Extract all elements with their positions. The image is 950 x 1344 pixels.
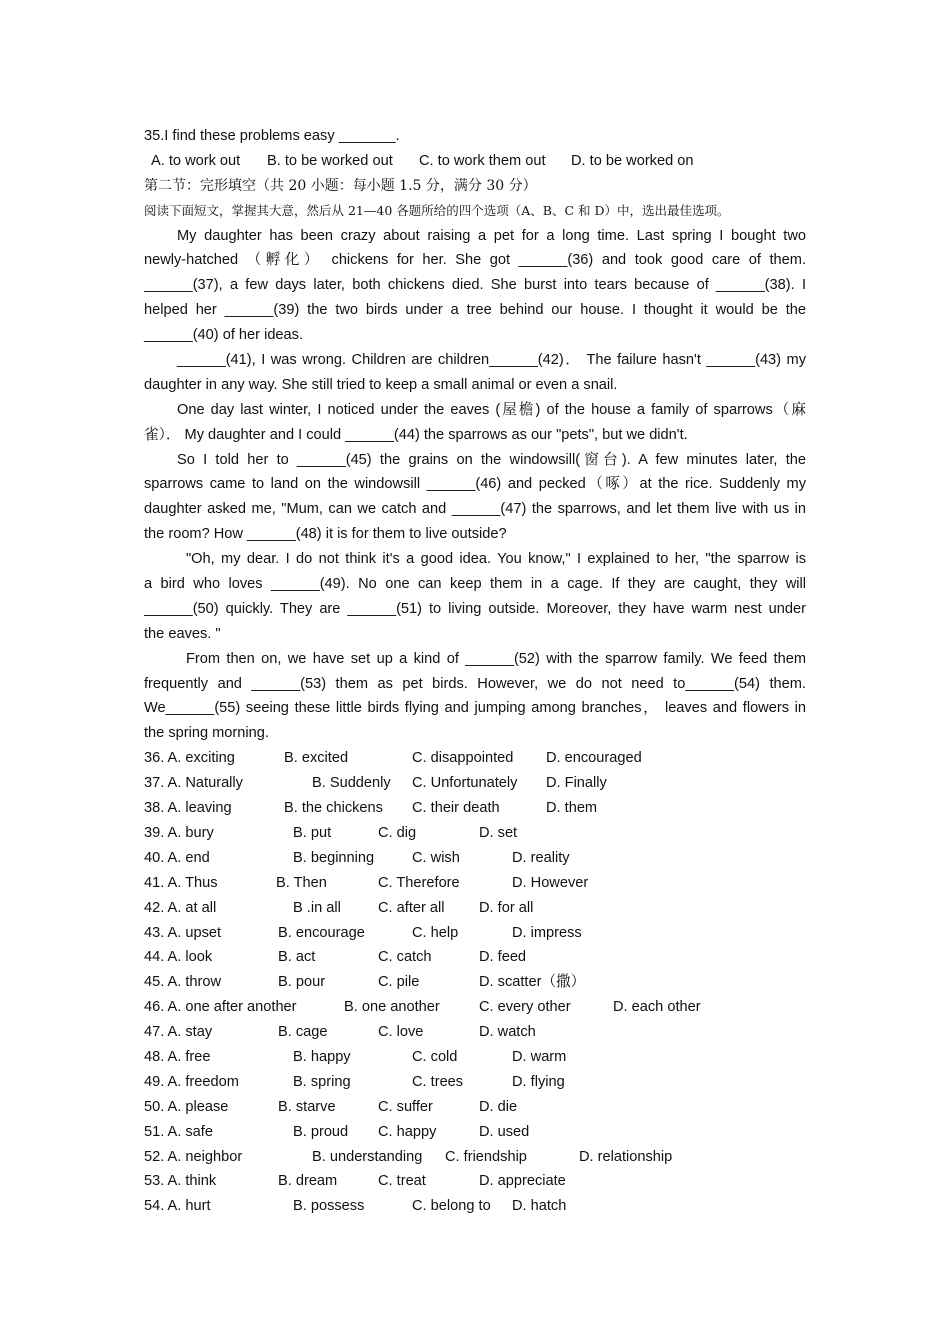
question-option-b: B. understanding (312, 1148, 423, 1165)
question-option-b: B. possess (293, 1198, 365, 1215)
question-option-a: 53. A. think (144, 1173, 217, 1190)
question-row (144, 796, 806, 821)
question-option-a: 42. A. at all (144, 899, 217, 916)
question-row (144, 771, 806, 796)
question-option-d: D. hatch (512, 1198, 567, 1215)
question-option-b: B. cage (278, 1024, 328, 1041)
question-row (144, 945, 806, 970)
question-option-a: 45. A. throw (144, 974, 222, 991)
question-option-c: C. their death (412, 800, 500, 817)
question-row (144, 1120, 806, 1145)
question-option-d: D. warm (512, 1048, 567, 1065)
question-option-d: D. flying (512, 1073, 565, 1090)
q35-option-c: C. to work them out (419, 152, 546, 169)
passage-line: frequently and ______(53) them as pet birds. However, we do not need to______(54) them. (144, 675, 806, 692)
question-option-c: C. treat (378, 1173, 426, 1190)
question-option-a: 38. A. leaving (144, 800, 232, 817)
question-option-b: B. pour (278, 974, 326, 991)
question-option-a: 50. A. please (144, 1098, 229, 1115)
question-option-b: B. happy (293, 1048, 351, 1065)
q35-stem: 35.I find these problems easy _______. (144, 128, 400, 144)
passage-line: a bird who loves ______(49). No one can keep them in a cage. If they are caught, they will (144, 576, 806, 593)
question-row (144, 746, 806, 771)
question-row (144, 1020, 806, 1045)
exam-page (144, 124, 806, 1219)
question-option-d: D. impress (512, 924, 582, 941)
section-title: 第二节：完形填空（共 20 小题：每小题 1.5 分，满分 30 分） (144, 177, 537, 194)
question-row (144, 1169, 806, 1194)
question-option-a: 48. A. free (144, 1048, 211, 1065)
question-row (144, 970, 806, 995)
question-option-a: 49. A. freedom (144, 1073, 239, 1090)
passage-line: ______(40) of her ideas. (144, 327, 304, 344)
question-option-a: 41. A. Thus (144, 874, 218, 891)
passage-line: We______(55) seeing these little birds flying and jumping among branches， leaves and flowers in (144, 700, 806, 717)
question-row (144, 896, 806, 921)
question-option-c: C. help (412, 924, 459, 941)
question-row (144, 1095, 806, 1120)
q35-options (144, 149, 806, 174)
passage-line: daughter asked me, "Mum, can we catch and ______(47) the sparrows, and let them live with us in (144, 501, 806, 518)
question-option-d: D. die (479, 1098, 518, 1115)
question-option-d: D. for all (479, 899, 534, 916)
question-option-c: C. belong to (412, 1198, 491, 1215)
q35-option-b: B. to be worked out (267, 152, 393, 169)
question-option-c: C. after all (378, 899, 445, 916)
question-option-a: 37. A. Naturally (144, 775, 243, 792)
question-row (144, 846, 806, 871)
question-option-a: 36. A. exciting (144, 750, 235, 767)
question-option-b: B. beginning (293, 849, 375, 866)
question-list (144, 746, 806, 1219)
question-option-c: C. trees (412, 1073, 464, 1090)
question-row (144, 1145, 806, 1170)
question-option-d: D. set (479, 824, 518, 841)
question-option-b: B. proud (293, 1123, 349, 1140)
question-option-a: 52. A. neighbor (144, 1148, 243, 1165)
passage-line: ______(50) quickly. They are ______(51) to living outside. Moreover, they have warm nest under (144, 600, 806, 617)
question-option-a: 51. A. safe (144, 1123, 213, 1140)
passage-line: From then on, we have set up a kind of ______(52) with the sparrow family. We feed them (186, 650, 806, 667)
question-option-d: D. encouraged (546, 750, 642, 767)
passage-line: the spring morning. (144, 725, 269, 742)
question-option-c: C. pile (378, 974, 420, 991)
question-option-d: D. watch (479, 1024, 536, 1041)
question-option-c: C. Unfortunately (412, 775, 518, 792)
question-option-c: C. disappointed (412, 750, 514, 767)
question-option-a: 46. A. one after another (144, 999, 297, 1016)
passage-line: "Oh, my dear. I do not think it's a good idea. You know," I explained to her, "the sparrow is (186, 551, 806, 568)
question-option-b: B .in all (293, 899, 341, 916)
passage-line: daughter in any way. She still tried to keep a small animal or even a snail. (144, 376, 618, 393)
question-option-b: B. act (278, 949, 316, 966)
passage-line: newly-hatched （孵化） chickens for her. She got ______(36) and took good care of them. (144, 252, 806, 269)
question-row (144, 995, 806, 1020)
question-option-a: 40. A. end (144, 849, 210, 866)
question-option-d: D. them (546, 800, 598, 817)
question-option-b: B. starve (278, 1098, 336, 1115)
question-row (144, 821, 806, 846)
question-option-d: D. each other (613, 999, 701, 1016)
passage (144, 224, 806, 747)
question-row (144, 1045, 806, 1070)
passage-line: My daughter has been crazy about raising a pet for a long time. Last spring I bought two (177, 227, 806, 244)
question-option-c: C. cold (412, 1048, 458, 1065)
question-option-b: B. dream (278, 1173, 338, 1190)
question-option-d: D. feed (479, 949, 527, 966)
question-option-b: B. encourage (278, 924, 365, 941)
question-row (144, 871, 806, 896)
q35-option-a: A. to work out (151, 152, 241, 169)
question-option-b: B. spring (293, 1073, 351, 1090)
question-option-b: B. Then (276, 874, 327, 891)
question-option-a: 54. A. hurt (144, 1198, 211, 1215)
question-option-d: D. appreciate (479, 1173, 566, 1190)
question-option-a: 44. A. look (144, 949, 213, 966)
question-row (144, 1070, 806, 1095)
question-row (144, 1194, 806, 1219)
question-option-c: C. every other (479, 999, 571, 1016)
question-option-d: D. used (479, 1123, 530, 1140)
question-option-b: B. Suddenly (312, 775, 391, 792)
section-instruction: 阅读下面短文，掌握其大意，然后从 21—40 各题所给的四个选项（A、B、C 和 D）中，选出最佳选项。 (144, 202, 730, 218)
passage-line: the eaves. " (144, 625, 221, 642)
passage-line: ______(41), I was wrong. Children are children______(42)． The failure hasn't ______(43) my (177, 352, 806, 369)
q35-option-d: D. to be worked on (571, 152, 694, 169)
question-option-b: B. the chickens (284, 800, 383, 817)
question-option-a: 43. A. upset (144, 924, 222, 941)
question-option-c: C. wish (412, 849, 460, 866)
passage-line: ______(37), a few days later, both chickens died. She burst into tears because of ______(38). I (144, 277, 806, 294)
question-option-d: D. reality (512, 849, 570, 866)
question-option-c: C. suffer (378, 1098, 433, 1115)
passage-line: 雀）． My daughter and I could ______(44) the sparrows as our "pets", but we didn't. (144, 426, 688, 443)
passage-line: One day last winter, I noticed under the eaves (屋檐) of the house a family of sparrows（麻 (177, 401, 806, 418)
question-option-d: D. However (512, 874, 589, 891)
question-option-b: B. one another (344, 999, 440, 1016)
question-option-b: B. excited (284, 750, 349, 767)
passage-line: So I told her to ______(45) the grains on the windowsill(窗台). A few minutes later, the (177, 451, 806, 468)
question-option-b: B. put (293, 824, 332, 841)
question-option-c: C. love (378, 1024, 424, 1041)
question-option-d: D. scatter（撒） (479, 974, 586, 991)
passage-line: helped her ______(39) the two birds under a tree behind our house. I thought it would be the (144, 302, 806, 319)
question-option-d: D. Finally (546, 775, 607, 792)
question-option-c: C. happy (378, 1123, 437, 1140)
question-row (144, 921, 806, 946)
passage-line: the room? How ______(48) it is for them to live outside? (144, 526, 507, 543)
question-option-a: 47. A. stay (144, 1024, 213, 1041)
question-option-a: 39. A. bury (144, 824, 214, 841)
question-option-d: D. relationship (579, 1148, 673, 1165)
question-option-c: C. dig (378, 824, 417, 841)
question-option-c: C. Therefore (378, 874, 460, 891)
question-option-c: C. catch (378, 949, 432, 966)
passage-line: sparrows came to land on the windowsill ______(46) and pecked（啄）at the rice. Suddenly my (144, 476, 806, 493)
question-option-c: C. friendship (445, 1148, 527, 1165)
